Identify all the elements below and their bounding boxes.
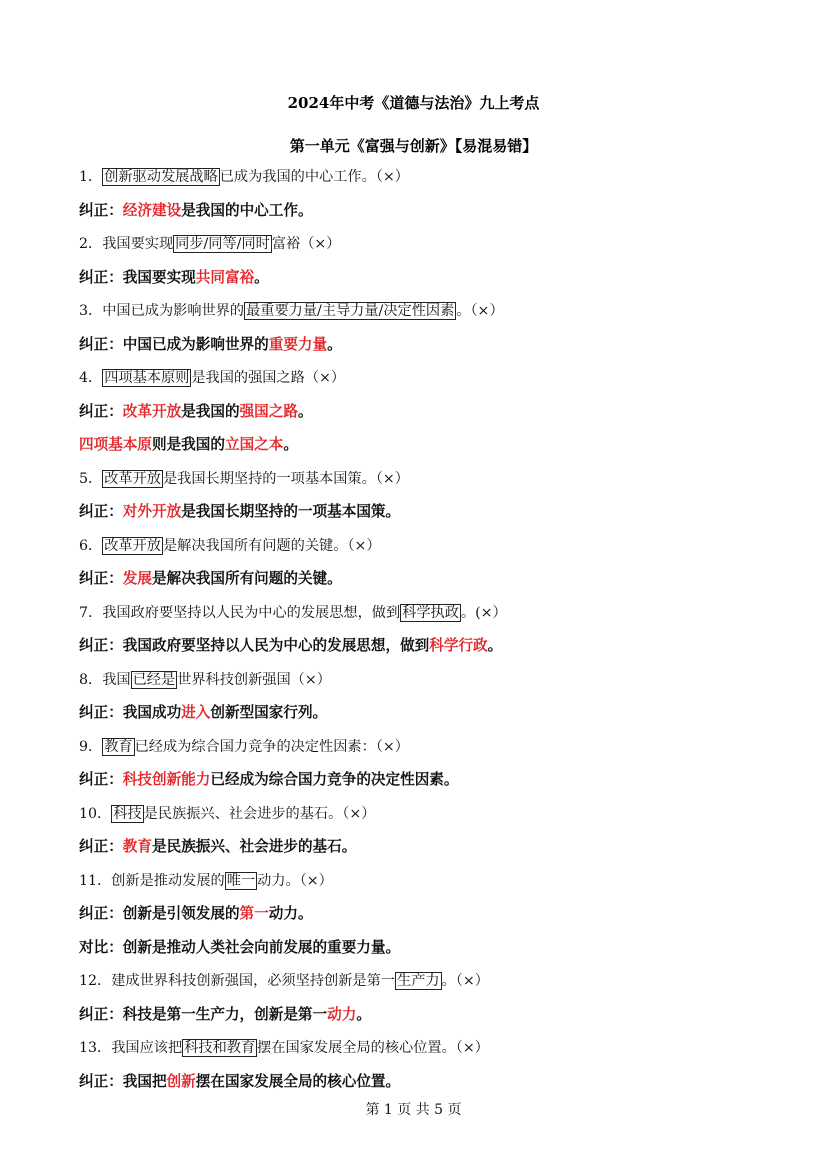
question-line — [79, 867, 779, 901]
correction-line — [79, 398, 779, 432]
line-text: 11．创新是推动发展的 — [79, 872, 225, 889]
line-text: 。 — [356, 1005, 371, 1023]
question-line — [79, 532, 779, 566]
line-text: 富裕（×） — [271, 236, 341, 252]
line-text: 纠正： — [79, 570, 123, 587]
highlighted-correction: 改革开放 — [122, 402, 182, 420]
line-text: 纠正：我国把 — [79, 1072, 167, 1090]
line-text: 纠正： — [79, 503, 123, 520]
question-line — [79, 297, 779, 331]
line-text: 是我国长期坚持的一项基本国策。（×） — [162, 470, 409, 487]
highlighted-correction: 进入 — [181, 704, 211, 721]
boxed-error-text: 生产力 — [397, 973, 440, 989]
line-text: 已成为我国的中心工作。（×） — [219, 169, 409, 185]
boxed-error-text: 创新驱动发展战略 — [104, 169, 218, 185]
line-text: 已经成为综合国力竞争的决定性因素。 — [210, 771, 459, 788]
correction-line — [79, 264, 779, 298]
question-line — [79, 967, 779, 1001]
line-text: 则是我国的 — [151, 436, 225, 453]
highlighted-correction: 重要力量 — [268, 335, 328, 353]
boxed-error-text: 唯一 — [226, 872, 256, 889]
correction-line — [79, 934, 779, 968]
line-text: 。 — [297, 402, 313, 420]
line-text: 12．建成世界科技创新强国，必须坚持创新是第一 — [79, 973, 395, 989]
boxed-error-text: 同步/同等/同时 — [175, 236, 270, 252]
line-text: 纠正：我国政府要坚持以人民为中心的发展思想，做到 — [79, 637, 430, 654]
correction-line — [79, 498, 779, 532]
line-text: 7．我国政府要坚持以人民为中心的发展思想，做到 — [79, 604, 401, 621]
line-text: 纠正：我国成功 — [79, 704, 182, 721]
question-line — [79, 230, 779, 264]
line-text: 动力。 — [268, 905, 313, 922]
highlighted-correction: 强国之路 — [239, 402, 298, 420]
page-footer: 第 1 页 共 5 页 — [365, 1102, 462, 1118]
correction-line — [79, 632, 779, 666]
boxed-error-text: 科技 — [113, 805, 142, 822]
content-lines — [79, 163, 779, 1101]
line-text: 。 — [283, 436, 298, 453]
line-text: 。（×） — [456, 303, 504, 319]
boxed-error-text: 四项基本原则 — [104, 370, 190, 386]
highlighted-correction: 对外开放 — [122, 503, 182, 520]
highlighted-correction: 共同富裕 — [195, 268, 255, 286]
line-text: 是我国长期坚持的一项基本国策。 — [181, 503, 401, 520]
correction-line — [79, 197, 779, 231]
line-text: 纠正：我国要实现 — [79, 268, 196, 286]
question-line — [79, 733, 779, 767]
line-text: 13．我国应该把 — [79, 1040, 183, 1056]
correction-line — [79, 431, 779, 465]
correction-line — [79, 1001, 779, 1035]
document-subtitle: 第一单元《富强与创新》【易混易错】 — [289, 137, 538, 155]
highlighted-correction: 教育 — [122, 838, 152, 855]
line-text: 。 — [327, 335, 342, 353]
boxed-error-text: 改革开放 — [104, 537, 161, 554]
highlighted-correction: 创新 — [166, 1072, 196, 1090]
highlighted-correction: 科技创新能力 — [122, 771, 211, 788]
line-text: 是我国的中心工作。 — [181, 201, 313, 219]
line-text: 是民族振兴、社会进步的基石。 — [152, 838, 357, 855]
question-line — [79, 800, 779, 834]
boxed-error-text: 改革开放 — [104, 470, 161, 487]
line-text: 5． — [79, 470, 103, 487]
line-text: 已经成为综合国力竞争的决定性因素：（×） — [134, 738, 409, 755]
line-text: 1． — [79, 169, 103, 185]
document-title: 2024年中考《道德与法治》九上考点 — [287, 94, 540, 112]
line-text: 纠正：科技是第一生产力，创新是第一 — [79, 1005, 328, 1023]
line-text: 6． — [79, 537, 103, 554]
line-text: 2．我国要实现 — [79, 236, 174, 252]
correction-line — [79, 1068, 779, 1102]
line-text: 。（×） — [441, 973, 489, 989]
question-line — [79, 163, 779, 197]
highlighted-correction: 四项基本原 — [79, 436, 152, 453]
boxed-error-text: 科学执政 — [402, 604, 459, 621]
highlighted-correction: 发展 — [122, 570, 152, 587]
line-text: 是民族振兴、社会进步的基石。（×） — [143, 805, 376, 822]
boxed-error-text: 最重要力量/主导力量/决定性因素 — [246, 303, 455, 319]
line-text: 是我国的 — [181, 402, 240, 420]
line-text: 4． — [79, 370, 103, 386]
question-line — [79, 364, 779, 398]
line-text: 世界科技创新强国（×） — [177, 671, 331, 688]
line-text: 纠正：中国已成为影响世界的 — [79, 335, 269, 353]
correction-line — [79, 900, 779, 934]
line-text: 3．中国已成为影响世界的 — [79, 303, 245, 319]
correction-line — [79, 331, 779, 365]
correction-line — [79, 766, 779, 800]
line-text: 创新型国家行列。 — [210, 704, 328, 721]
line-text: 纠正： — [79, 201, 123, 219]
line-text: 纠正： — [79, 771, 123, 788]
highlighted-correction: 动力 — [327, 1005, 357, 1023]
line-text: 。(×） — [460, 604, 507, 621]
line-text: 纠正： — [79, 838, 123, 855]
boxed-error-text: 已经是 — [132, 671, 176, 688]
correction-line — [79, 699, 779, 733]
question-line — [79, 666, 779, 700]
boxed-error-text: 科技和教育 — [184, 1040, 256, 1056]
question-line — [79, 465, 779, 499]
correction-line — [79, 565, 779, 599]
line-text: 纠正：创新是引领发展的 — [79, 905, 240, 922]
highlighted-correction: 科学行政 — [429, 637, 488, 654]
line-text: 摆在国家发展全局的核心位置。（×） — [257, 1040, 489, 1056]
line-text: 对比：创新是推动人类社会向前发展的重要力量。 — [79, 938, 401, 956]
correction-line — [79, 833, 779, 867]
highlighted-correction: 第一 — [239, 905, 269, 922]
line-text: 动力。（×） — [257, 872, 333, 889]
line-text: 纠正： — [79, 402, 123, 420]
highlighted-correction: 立国之本 — [224, 436, 284, 453]
boxed-error-text: 教育 — [104, 738, 133, 755]
question-line — [79, 1034, 779, 1068]
line-text: 9． — [79, 738, 103, 755]
highlighted-correction: 经济建设 — [122, 201, 182, 219]
line-text: 。 — [254, 268, 269, 286]
line-text: 8．我国 — [79, 671, 131, 688]
line-text: 摆在国家发展全局的核心位置。 — [195, 1072, 401, 1090]
line-text: 是解决我国所有问题的关键。 — [152, 570, 342, 587]
line-text: 是解决我国所有问题的关键。（×） — [162, 537, 381, 554]
question-line — [79, 599, 779, 633]
line-text: 。 — [487, 637, 503, 654]
line-text: 10． — [79, 805, 112, 822]
line-text: 是我国的强国之路（×） — [191, 370, 346, 386]
